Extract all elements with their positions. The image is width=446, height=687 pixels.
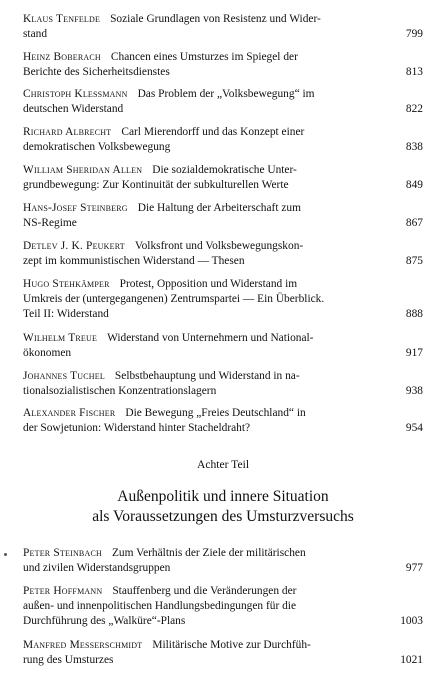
toc-entry (23, 638, 423, 668)
entry-page-number: 954 (405, 422, 423, 434)
toc-entry (23, 369, 423, 399)
entry-page-number: 1021 (400, 654, 423, 666)
entry-title-line1: Selbstbehauptung und Widerstand in na- (114, 370, 300, 382)
entry-title-line2: rung des Umsturzes (23, 654, 114, 666)
entry-page-number: 1003 (400, 615, 423, 627)
entry-page-number: 875 (405, 255, 423, 267)
entry-title-line2: außen- und innenpolitischen Handlungsbedingungen für die (23, 600, 296, 612)
entry-title-line1: Die Haltung der Arbeiterschaft zum (137, 202, 301, 214)
toc-entry (23, 546, 423, 576)
part-label: Achter Teil (196, 458, 250, 471)
entry-title-line1: Protest, Opposition und Widerstand im (119, 278, 298, 290)
entry-title-line1: Chancen eines Umsturzes im Spiegel der (110, 51, 298, 63)
margin-mark (4, 553, 7, 556)
entry-title-line2: Umkreis der (untergegangenen) Zentrumspartei — Ein Überblick. (23, 293, 325, 305)
entry-author: Detlev J. K. Peukert (23, 240, 125, 252)
toc-entry (23, 163, 423, 193)
toc-entry (23, 125, 423, 155)
entry-title-line2: Berichte des Sicherheitsdienstes (23, 66, 170, 78)
entry-title-line2: tionalsozialistischen Konzentrationslagern (23, 385, 217, 397)
entry-title-line1: Soziale Grundlagen von Resistenz und Wider- (110, 13, 321, 25)
entry-page-number: 822 (405, 103, 423, 115)
entry-page-number: 888 (405, 308, 423, 320)
entry-author: Manfred Messerschmidt (23, 639, 143, 651)
entry-author: Heinz Boberach (23, 51, 101, 63)
entry-author: Peter Hoffmann (23, 585, 103, 597)
entry-page-number: 838 (405, 141, 423, 153)
entry-title-line2: grundbewegung: Zur Kontinuität der subkulturellen Werte (23, 179, 289, 191)
entry-page-number: 917 (405, 347, 423, 359)
entry-title-line2: der Sowjetunion: Widerstand hinter Stacheldraht? (23, 422, 251, 434)
toc-entry (23, 50, 423, 80)
entry-title-line1: Die Bewegung „Freies Deutschland“ in (125, 407, 306, 419)
entry-title-line1: Carl Mierendorff und das Konzept einer (121, 126, 305, 138)
toc-entry (23, 12, 423, 42)
entry-title-line2: und zivilen Widerstandsgruppen (23, 562, 171, 574)
toc-entry (23, 277, 423, 322)
entry-title-line2: stand (23, 28, 48, 40)
entry-page-number: 849 (405, 179, 423, 191)
entry-title-line2: demokratischen Volksbewegung (23, 141, 171, 153)
entry-page-number: 938 (405, 385, 423, 397)
entry-page-number: 977 (405, 562, 423, 574)
entry-author: Hans-Josef Steinberg (23, 202, 128, 214)
entry-title-line2: NS-Regime (23, 217, 77, 229)
entry-page-number: 799 (405, 28, 423, 40)
toc-entry (23, 201, 423, 231)
entry-title-line1: Zum Verhältnis der Ziele der militärischen (111, 547, 306, 559)
entry-author: Klaus Tenfelde (23, 13, 101, 25)
entry-title-line2: ökonomen (23, 347, 72, 359)
entry-title-line2: zept im kommunistischen Widerstand — Thesen (23, 255, 245, 267)
entry-title-line2: deutschen Widerstand (23, 103, 124, 115)
part-title-line1: Außenpolitik und innere Situation (117, 488, 329, 505)
entry-author: William Sheridan Allen (23, 164, 143, 176)
entry-title-line1: Stauffenberg und die Veränderungen der (112, 585, 297, 597)
entry-title-line1: Das Problem der „Volksbewegung“ im (137, 88, 315, 100)
entry-title-line3: Durchführung des „Walküre“-Plans (23, 615, 186, 627)
entry-page-number: 867 (405, 217, 423, 229)
entry-author: Wilhelm Treue (23, 332, 98, 344)
entry-author: Peter Steinbach (23, 547, 102, 559)
entry-title-line3: Teil II: Widerstand (23, 308, 109, 320)
entry-author: Christoph Klessmann (23, 88, 128, 100)
entry-author: Hugo Stehkämper (23, 278, 110, 290)
toc-entry (23, 584, 423, 629)
toc-entry (23, 239, 423, 269)
part-title-line2: als Voraussetzungen des Umsturzversuchs (92, 508, 354, 525)
toc-entry (23, 87, 423, 117)
entry-title-line1: Widerstand von Unternehmern und National- (107, 332, 314, 344)
toc-entry (23, 331, 423, 361)
entry-author: Johannes Tuchel (23, 370, 105, 382)
toc-entry (23, 406, 423, 436)
entry-title-line1: Volksfront und Volksbewegungskon- (134, 240, 304, 252)
entry-author: Richard Albrecht (23, 126, 112, 138)
entry-title-line1: Militärische Motive zur Durchfüh- (152, 639, 311, 651)
entry-page-number: 813 (405, 66, 423, 78)
entry-author: Alexander Fischer (23, 407, 116, 419)
entry-title-line1: Die sozialdemokratische Unter- (152, 164, 297, 176)
